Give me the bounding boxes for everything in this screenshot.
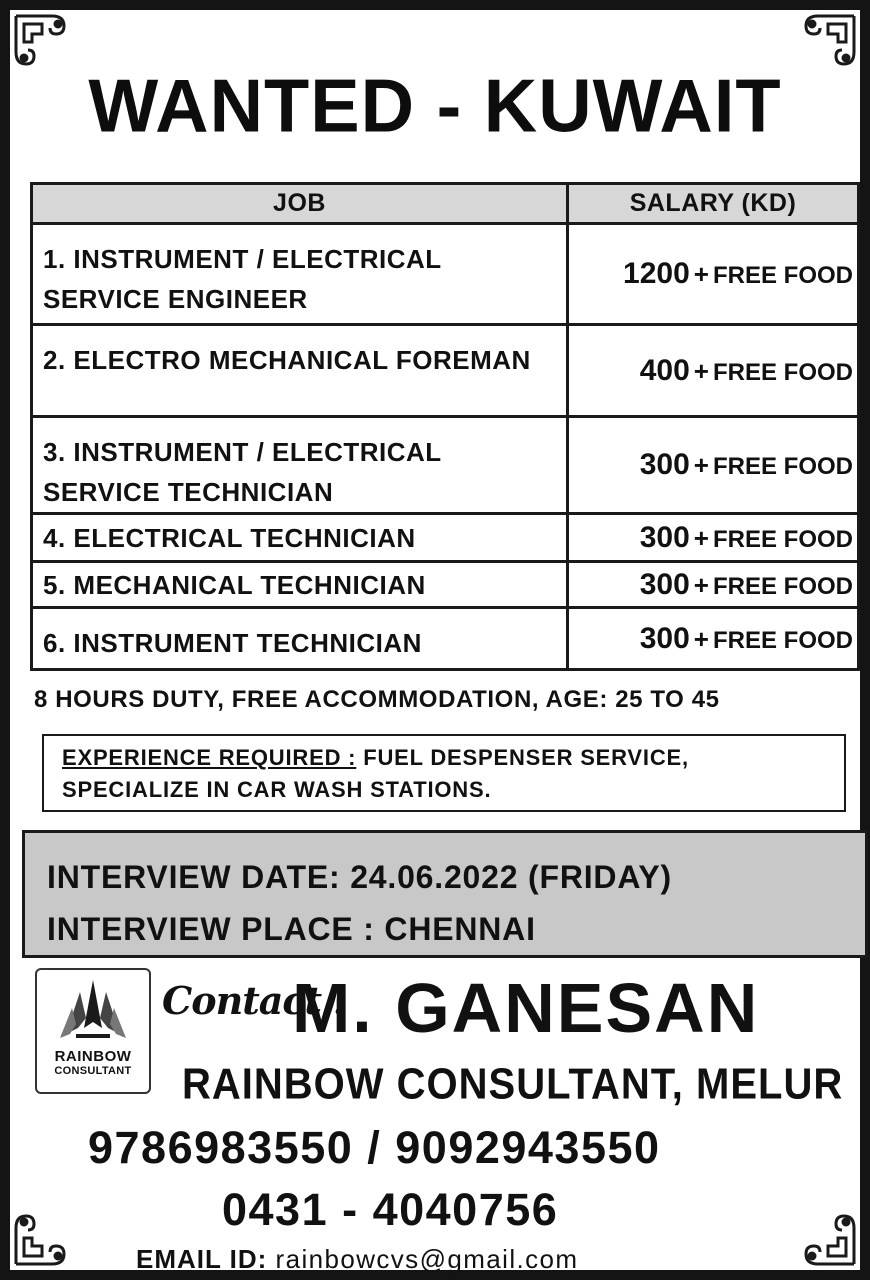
interview-date-value: 24.06.2022 (FRIDAY) bbox=[350, 859, 672, 895]
email-label: EMAIL ID: bbox=[136, 1244, 268, 1274]
logo-line-1: RAINBOW bbox=[54, 1048, 132, 1065]
salary-benefit: FREE FOOD bbox=[712, 262, 853, 289]
interview-place-label: INTERVIEW PLACE : bbox=[47, 911, 375, 947]
table-row bbox=[32, 224, 859, 325]
interview-place-value: CHENNAI bbox=[384, 911, 536, 947]
salary-benefit: FREE FOOD bbox=[712, 626, 853, 654]
salary-cell bbox=[568, 608, 859, 670]
job-title: 4. ELECTRICAL TECHNICIAN bbox=[32, 514, 568, 562]
table-row bbox=[32, 562, 859, 608]
plus-sign: + bbox=[693, 259, 709, 289]
plus-sign: + bbox=[693, 569, 709, 600]
table-row bbox=[32, 608, 859, 670]
experience-box bbox=[42, 734, 846, 812]
interview-date-line bbox=[47, 851, 865, 903]
table-row bbox=[32, 417, 859, 514]
plus-sign: + bbox=[693, 522, 709, 553]
contact-label: Contact : bbox=[162, 978, 347, 1023]
job-title: 6. INSTRUMENT TECHNICIAN bbox=[32, 608, 568, 670]
salary-cell bbox=[568, 562, 859, 608]
salary-amount: 400 bbox=[639, 353, 690, 387]
salary-cell bbox=[568, 514, 859, 562]
salary-amount: 300 bbox=[639, 621, 690, 655]
interview-place-line bbox=[47, 903, 865, 955]
rainbow-logo-icon bbox=[58, 978, 128, 1044]
salary-cell bbox=[568, 417, 859, 514]
table-row bbox=[32, 325, 859, 417]
job-title: 2. ELECTRO MECHANICAL FOREMAN bbox=[32, 325, 568, 417]
salary-benefit: FREE FOOD bbox=[712, 453, 853, 480]
job-title: 3. INSTRUMENT / ELECTRICAL SERVICE TECHNICIAN bbox=[32, 417, 568, 514]
salary-cell bbox=[568, 325, 859, 417]
salary-amount: 300 bbox=[639, 567, 690, 601]
corner-ornament-icon bbox=[788, 1198, 858, 1268]
experience-text: FUEL DESPENSER SERVICE, bbox=[363, 745, 689, 770]
headline: WANTED - KUWAIT bbox=[88, 63, 782, 148]
table-header-row bbox=[32, 184, 859, 224]
salary-benefit: FREE FOOD bbox=[712, 358, 853, 386]
contact-name: M. GANESAN bbox=[292, 969, 760, 1047]
experience-line-2: SPECIALIZE IN CAR WASH STATIONS. bbox=[62, 777, 492, 802]
phone-numbers[interactable]: 9786983550 / 9092943550 bbox=[88, 1122, 661, 1173]
salary-amount: 300 bbox=[639, 448, 690, 481]
logo-line-2: CONSULTANT bbox=[54, 1065, 132, 1077]
job-column-header: JOB bbox=[32, 184, 568, 224]
salary-amount: 1200 bbox=[623, 257, 690, 290]
corner-ornament-icon bbox=[12, 1198, 82, 1268]
salary-column-header: SALARY (KD) bbox=[568, 184, 859, 224]
plus-sign: + bbox=[693, 355, 709, 386]
interview-date-label: INTERVIEW DATE: bbox=[47, 859, 341, 895]
salary-amount: 300 bbox=[639, 520, 690, 554]
plus-sign: + bbox=[693, 623, 709, 654]
jobs-table bbox=[30, 182, 860, 671]
plus-sign: + bbox=[693, 450, 709, 480]
landline-number[interactable]: 0431 - 4040756 bbox=[222, 1184, 559, 1235]
experience-label: EXPERIENCE REQUIRED : bbox=[62, 745, 357, 770]
email-line bbox=[136, 1244, 578, 1275]
experience-line-1 bbox=[62, 742, 844, 774]
salary-benefit: FREE FOOD bbox=[712, 525, 853, 553]
salary-cell bbox=[568, 224, 859, 325]
job-title: 5. MECHANICAL TECHNICIAN bbox=[32, 562, 568, 608]
table-row bbox=[32, 514, 859, 562]
company-logo bbox=[35, 968, 151, 1094]
job-title: 1. INSTRUMENT / ELECTRICAL SERVICE ENGINEER bbox=[32, 224, 568, 325]
company-name: RAINBOW CONSULTANT, MELUR bbox=[182, 1060, 844, 1109]
duty-terms: 8 HOURS DUTY, FREE ACCOMMODATION, AGE: 25 TO 45 bbox=[34, 686, 720, 713]
interview-banner bbox=[22, 830, 868, 958]
salary-benefit: FREE FOOD bbox=[712, 572, 853, 600]
email-address[interactable]: rainbowcvs@gmail.com bbox=[275, 1244, 579, 1274]
